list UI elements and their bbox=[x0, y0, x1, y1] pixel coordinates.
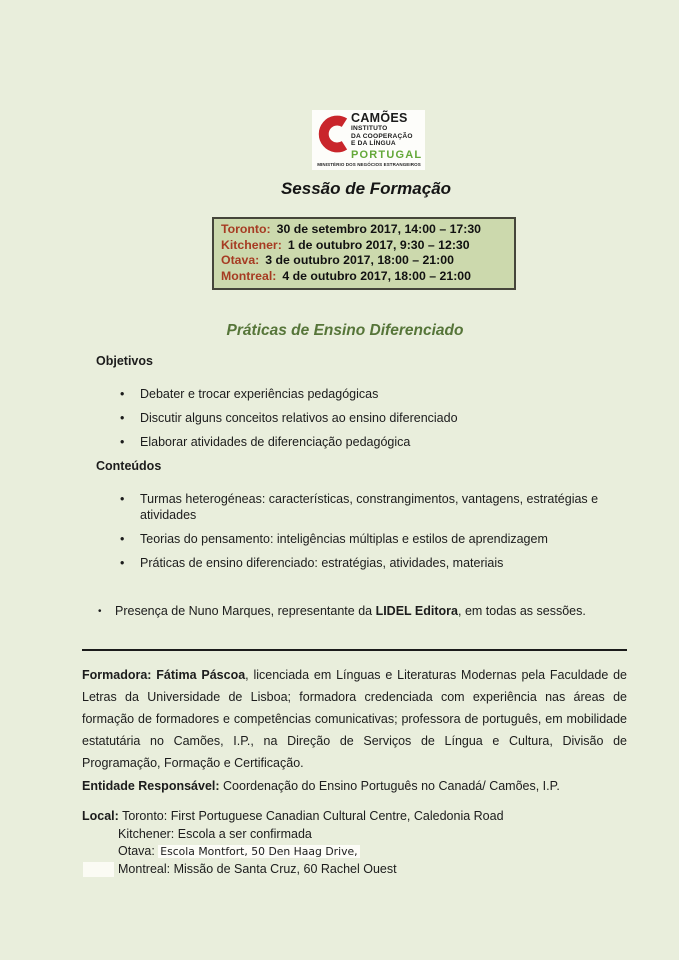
note-suffix: , em todas as sessões. bbox=[458, 604, 586, 618]
schedule-city: Kitchener: bbox=[221, 237, 282, 252]
location-line-montreal bbox=[82, 861, 627, 879]
content-text: Turmas heterogéneas: características, constrangimentos, vantagens, estratégias e atividades bbox=[140, 492, 599, 522]
schedule-city: Otava: bbox=[221, 253, 260, 268]
trainer-paragraph bbox=[82, 664, 627, 774]
content-text: Teorias do pensamento: inteligências múltiplas e estilos de aprendizagem bbox=[140, 532, 548, 546]
bullet-icon: • bbox=[120, 492, 125, 506]
divider-line bbox=[82, 649, 627, 651]
objective-item bbox=[82, 410, 627, 426]
course-title: Práticas de Ensino Diferenciado bbox=[226, 322, 464, 339]
schedule-city: Montreal: bbox=[221, 268, 277, 283]
schedule-datetime: 3 de outubro 2017, 18:00 – 21:00 bbox=[265, 253, 454, 268]
logo-ministry-text: MINISTÉRIO DOS NEGÓCIOS ESTRANGEIROS bbox=[316, 161, 421, 167]
camoes-c-icon bbox=[314, 113, 348, 155]
trainer-bio: , licenciada em Línguas e Literaturas Modernas pela Faculdade de Letras da Universidade de Lisboa; formadora credenciada com experiência nas áreas de formação de formadores e competências comunicativas; professora de português, em mobilidade estatutária no Camões, I.P., na Direção de Serviços de Língua e Cultura, Divisão de Programação, Formação e Certificação. bbox=[82, 668, 628, 770]
objective-item bbox=[82, 434, 627, 450]
contents-list bbox=[82, 491, 627, 571]
content-item bbox=[82, 531, 627, 547]
objective-text: Elaborar atividades de diferenciação pedagógica bbox=[140, 435, 411, 449]
schedule-row-toronto bbox=[221, 222, 512, 238]
location-otava-school: Escola Montfort, 50 Den Haag Drive, bbox=[160, 845, 358, 858]
schedule-row-kitchener bbox=[221, 238, 512, 254]
bullet-icon: • bbox=[98, 606, 102, 617]
logo-subtitle-3: E DA LÍNGUA bbox=[351, 140, 396, 148]
entity-text: Coordenação do Ensino Português no Canadá/ Camões, I.P. bbox=[223, 779, 560, 793]
location-block bbox=[82, 808, 627, 878]
objective-text: Discutir alguns conceitos relativos ao ensino diferenciado bbox=[140, 411, 458, 425]
camoes-logo bbox=[312, 110, 425, 170]
white-correction-patch bbox=[83, 862, 114, 877]
responsible-entity-line bbox=[82, 778, 627, 794]
logo-country: PORTUGAL bbox=[351, 148, 423, 161]
schedule-city: Toronto: bbox=[221, 222, 271, 236]
bullet-icon: • bbox=[120, 532, 125, 546]
bullet-icon: • bbox=[120, 556, 125, 570]
trainer-label: Formadora: Fátima Páscoa bbox=[82, 668, 246, 682]
schedule-row-otava bbox=[221, 253, 512, 269]
logo-row bbox=[314, 112, 423, 161]
content-text: Práticas de ensino diferenciado: estratégias, atividades, materiais bbox=[140, 556, 504, 570]
note-prefix: Presença de Nuno Marques, representante da bbox=[115, 604, 376, 618]
schedule-datetime: 30 de setembro 2017, 14:00 – 17:30 bbox=[276, 222, 482, 236]
objective-text: Debater e trocar experiências pedagógicas bbox=[140, 387, 379, 401]
logo-text bbox=[351, 112, 422, 161]
logo-subtitle-1: INSTITUTO bbox=[351, 125, 388, 132]
location-montreal: Montreal: Missão de Santa Cruz, 60 Rachel Ouest bbox=[118, 861, 397, 876]
location-label: Local: bbox=[82, 809, 119, 823]
content-item bbox=[82, 491, 627, 523]
logo-name: CAMÕES bbox=[351, 111, 408, 125]
schedule-datetime: 4 de outubro 2017, 18:00 – 21:00 bbox=[282, 268, 471, 283]
objectives-heading: Objetivos bbox=[96, 354, 153, 368]
page-title: Sessão de Formação bbox=[280, 179, 452, 198]
entity-label: Entidade Responsável: bbox=[82, 779, 220, 793]
publisher-note bbox=[82, 603, 627, 620]
location-line-kitchener: Kitchener: Escola a ser confirmada bbox=[118, 826, 312, 841]
schedule-datetime: 1 de outubro 2017, 9:30 – 12:30 bbox=[287, 237, 470, 252]
content-item bbox=[82, 555, 627, 571]
location-toronto: Toronto: First Portuguese Canadian Cultural Centre, Caledonia Road bbox=[122, 809, 504, 823]
location-line-otava bbox=[82, 843, 627, 861]
bullet-icon: • bbox=[120, 411, 125, 425]
objectives-list bbox=[82, 386, 627, 450]
bullet-icon: • bbox=[120, 387, 125, 401]
bullet-icon: • bbox=[120, 435, 125, 449]
location-otava-prefix: Otava: bbox=[118, 844, 159, 858]
logo-ministry-line bbox=[314, 162, 423, 169]
location-line-toronto bbox=[82, 808, 627, 826]
note-publisher: LIDEL Editora bbox=[375, 604, 458, 618]
objective-item bbox=[82, 386, 627, 402]
body-content bbox=[82, 353, 627, 878]
contents-heading: Conteúdos bbox=[96, 459, 162, 473]
logo-subtitle-2: DA COOPERAÇÃO bbox=[351, 132, 413, 140]
schedule-row-montreal bbox=[221, 269, 512, 285]
schedule-box bbox=[212, 217, 516, 290]
publisher-note-text bbox=[115, 603, 627, 620]
